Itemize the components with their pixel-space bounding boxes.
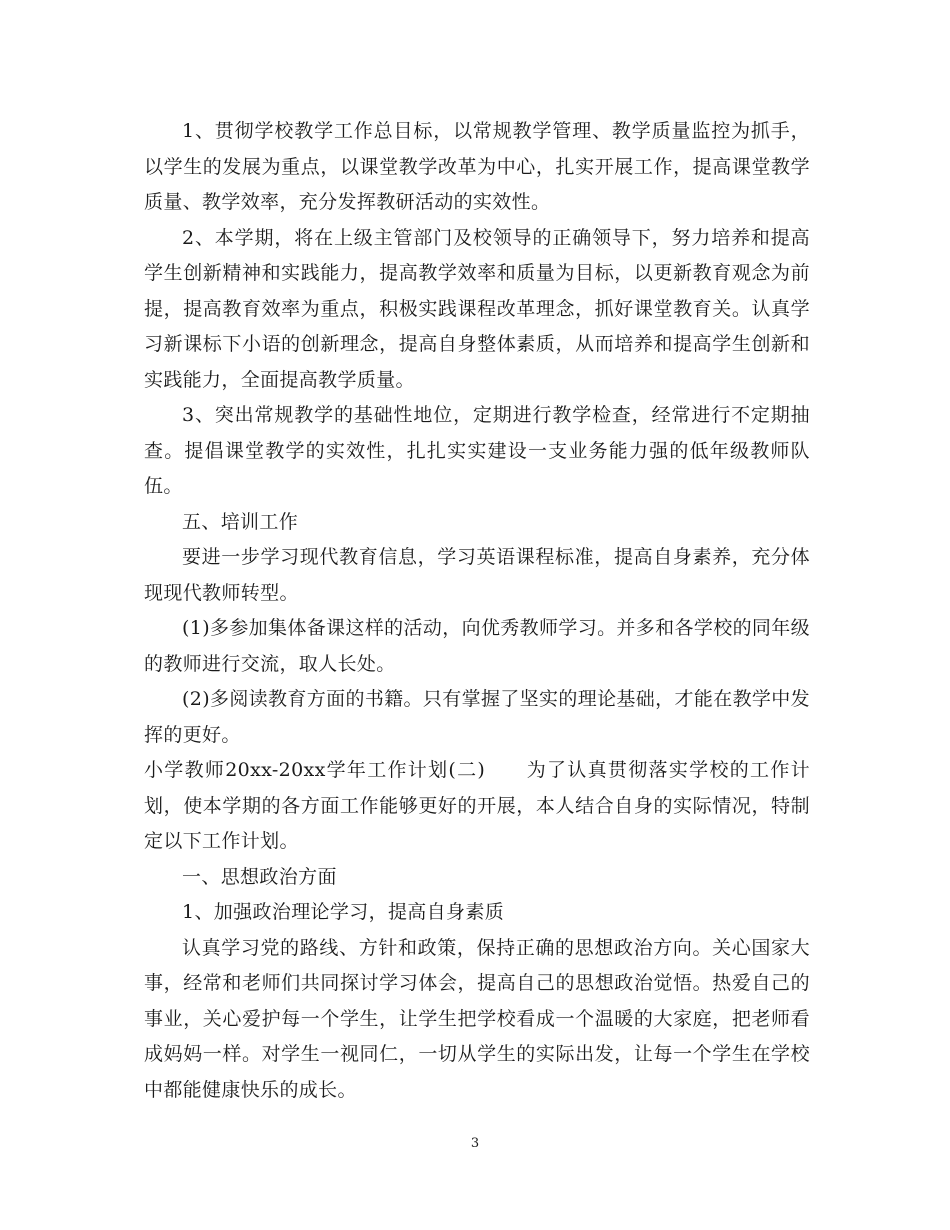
section-heading-politics: 一、思想政治方面 bbox=[182, 865, 337, 888]
paragraph-goal-1: 1、贯彻学校教学工作总目标，以常规教学管理、教学质量监控为抓手，以学生的发展为重点，以课堂教学改革为中心，扎实开展工作，提高课堂教学质量、教学效率，充分发挥教研活动的实效性。 bbox=[144, 120, 810, 213]
paragraph-goal-3: 3、突出常规教学的基础性地位，定期进行教学检查，经常进行不定期抽查。提倡课堂教学的实效性，扎扎实实建设一支业务能力强的低年级教师队伍。 bbox=[144, 404, 810, 497]
paragraph-training-2: (2)多阅读教育方面的书籍。只有掌握了坚实的理论基础，才能在教学中发挥的更好。 bbox=[144, 688, 810, 746]
paragraph-political-study: 认真学习党的路线、方针和政策，保持正确的思想政治方向。关心国家大事，经常和老师们共同探讨学习体会，提高自己的思想政治觉悟。热爱自己的事业，关心爱护每一个学生，让学生把学校看成一个温暖的大家庭，把老师看成妈妈一样。对学生一视同仁，一切从学生的实际出发，让每一个学生在学校中都能健康快乐的成长。 bbox=[144, 936, 810, 1101]
paragraph-goal-2: 2、本学期，将在上级主管部门及校领导的正确领导下，努力培养和提高学生创新精神和实践能力，提高教学效率和质量为目标，以更新教育观念为前提，提高教育效率为重点，积极实践课程改革理念，抓好课堂教育关。认真学习新课标下小语的创新理念，提高自身整体素质，从而培养和提高学生创新和实践能力，全面提高教学质量。 bbox=[144, 226, 810, 391]
section-heading-training: 五、培训工作 bbox=[182, 510, 299, 533]
paragraph-training-1: (1)多参加集体备课这样的活动，向优秀教师学习。并多和各学校的同年级的教师进行交流，取人长处。 bbox=[144, 617, 810, 675]
subheading-political-study: 1、加强政治理论学习，提高自身素质 bbox=[182, 901, 505, 923]
page-number: 3 bbox=[470, 1136, 480, 1151]
document-body bbox=[144, 114, 810, 1108]
paragraph-plan-two-intro: 小学教师20xx-20xx学年工作计划(二) 为了认真贯彻落实学校的工作计划，使本学期的各方面工作能够更好的开展，本人结合自身的实际情况，特制定以下工作计划。 bbox=[144, 759, 810, 852]
paragraph-training-intro: 要进一步学习现代教育信息，学习英语课程标准，提高自身素养，充分体现现代教师转型。 bbox=[144, 546, 810, 604]
